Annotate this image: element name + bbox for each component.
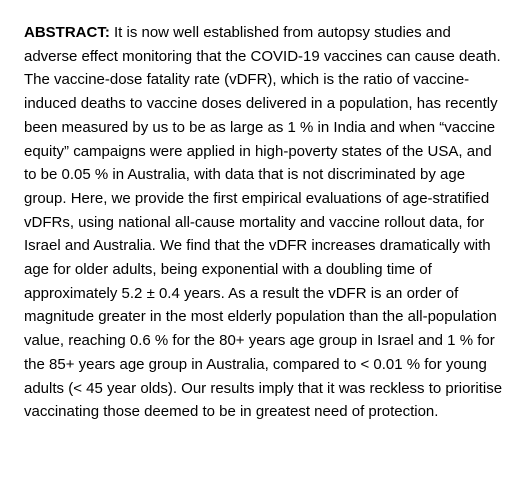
abstract-line-1-text: It is now well established from autopsy studies and [109,24,451,41]
abstract-line-6: equity” campaigns were applied in high-poverty states of the USA, and [24,142,492,160]
abstract-line-16: adults (< 45 year olds). Our results imply that it was reckless to prioritise [24,379,503,397]
abstract-line-3: The vaccine-dose fatality rate (vDFR), which is the ratio of vaccine- [24,71,470,89]
abstract-line-8: group. Here, we provide the first empirical evaluations of age-stratified [24,189,490,207]
abstract-line-7: to be 0.05 % in Australia, with data that is not discriminated by age [24,166,466,184]
abstract-label: ABSTRACT: [24,24,110,41]
abstract-line-1 [24,21,504,45]
abstract-line-11: age for older adults, being exponential with a doubling time of [24,261,432,279]
abstract-line-14: value, reaching 0.6 % for the 80+ years age group in Israel and 1 % for [24,332,495,350]
abstract-line-15: the 85+ years age group in Australia, compared to < 0.01 % for young [24,355,487,373]
abstract-line-4: induced deaths to vaccine doses delivered in a population, has recently [24,95,498,113]
abstract-line-17: vaccinating those deemed to be in greatest need of protection. [24,403,439,421]
abstract-paragraph [24,21,504,424]
abstract-line-2: adverse effect monitoring that the COVID-19 vaccines can cause death. [24,47,501,65]
abstract-line-10: Israel and Australia. We find that the vDFR increases dramatically with [24,237,491,255]
abstract-line-5: been measured by us to be as large as 1 % in India and when “vaccine [24,118,496,136]
abstract-line-12: approximately 5.2 ± 0.4 years. As a result the vDFR is an order of [24,284,459,302]
abstract-line-9: vDFRs, using national all-cause mortality and vaccine rollout data, for [24,213,485,231]
abstract-line-13: magnitude greater in the most elderly population than the all-population [24,308,497,326]
